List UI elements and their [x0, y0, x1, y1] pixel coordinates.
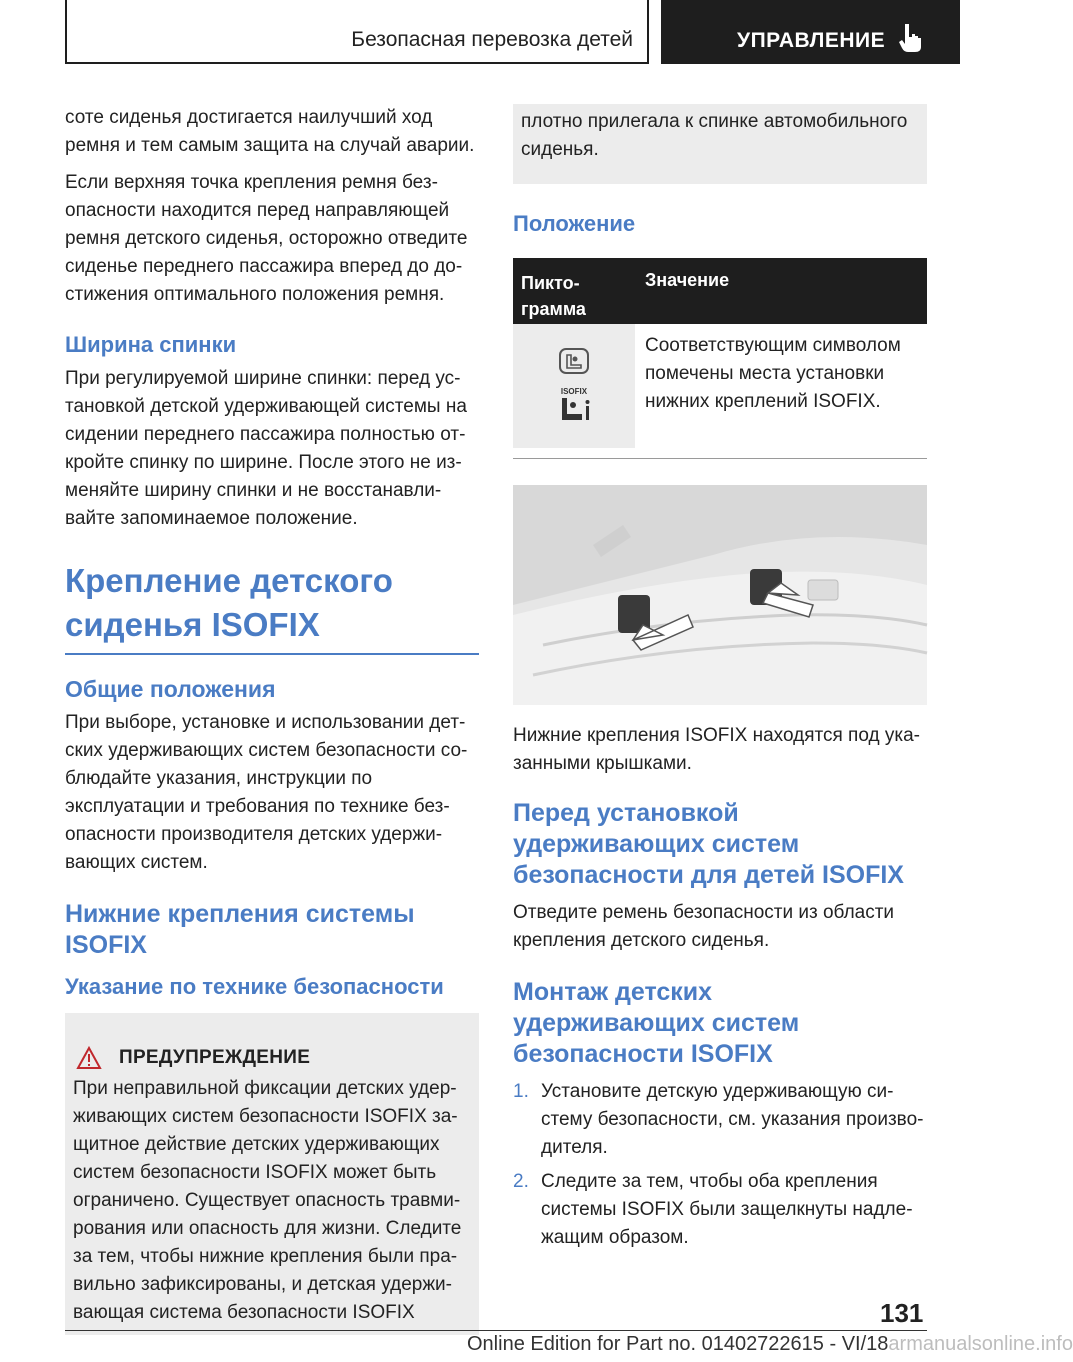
heading-isofix-main-line1: Крепление детского [65, 562, 393, 599]
paragraph-continuation: соте сиденья достигается наилучший ход ремня и тем самым защита на случай аварии. [65, 107, 475, 156]
heading-backrest-width: Ширина спинки [65, 332, 237, 357]
footer-rule [65, 1330, 927, 1331]
right-column [513, 104, 927, 1252]
heading-safety-note: Указание по технике безопасности [65, 974, 444, 999]
step-number: 1. [513, 1081, 529, 1102]
isofix-anchor-icon [554, 396, 594, 426]
heading-before-install-line1: Перед установкой [513, 799, 739, 827]
edition-text: Online Edition for Part no. 01402722615 - VI/18 [467, 1333, 889, 1355]
warning-triangle-icon [77, 1047, 101, 1069]
photo-caption: Нижние крепления ISOFIX находятся под указанными крышками. [513, 725, 920, 774]
heading-isofix-main-line2: сиденья ISOFIX [65, 606, 320, 643]
isofix-anchors-photo [513, 485, 927, 705]
continued-warning-text: плотно прилегала к спинке автомобильного сиденья. [521, 111, 908, 160]
table-header [513, 258, 927, 324]
header-chapter-tab [661, 0, 960, 64]
left-column [65, 104, 479, 1335]
warning-text: При неправильной фиксации детских удерживающих систем безопасности ISOFIX защитное действие детских удерживающих систем безопасности ISOFIX может быть ограничено. Существует опасность травмирования или опасность для жизни. Следите за тем, чтобы нижние крепления были правильно зафиксированы, и детская удерживающая система безопасности ISOFIX [73, 1078, 462, 1323]
heading-before-install-line3: безопасности для детей ISOFIX [513, 861, 904, 889]
isofix-meaning-text: Соответствующим символом помечены места установки нижних креплений ISOFIX. [645, 335, 901, 412]
step-number: 2. [513, 1171, 529, 1192]
heading-position: Положение [513, 211, 636, 236]
step-text: Установите детскую удерживающую систему безопасности, см. указания производителя. [541, 1081, 924, 1158]
heading-lower-anchors-line2: ISOFIX [65, 931, 147, 959]
section-title: Безопасная перевозка детей [351, 28, 633, 51]
table-header-pictogram: Пиктограмма [521, 273, 586, 319]
isofix-meaning-cell [635, 324, 927, 458]
continued-warning-box [513, 104, 927, 184]
warning-box [65, 1013, 479, 1335]
heading-mounting-line2: удерживающих систем [513, 1009, 800, 1037]
heading-general: Общие положения [65, 676, 276, 702]
paragraph-before-install: Отведите ремень безопасности из области крепления детского сиденья. [513, 902, 895, 951]
pointing-hand-icon [896, 22, 926, 54]
warning-header [73, 1047, 471, 1069]
step-item [513, 1168, 927, 1252]
heading-mounting-line1: Монтаж детских [513, 978, 713, 1006]
table-row [513, 324, 927, 459]
isofix-pictogram-label: ISOFIX [560, 386, 588, 396]
chapter-title: УПРАВЛЕНИЕ [737, 29, 886, 52]
heading-underline [65, 653, 479, 655]
header-section-tab [65, 0, 649, 64]
warning-title: ПРЕДУПРЕЖДЕНИЕ [119, 1047, 311, 1068]
isofix-pictogram-cell [513, 324, 635, 448]
step-item [513, 1078, 927, 1162]
mounting-steps [513, 1078, 927, 1252]
paragraph-top-anchor: Если верхняя точка крепления ремня безопасности находится перед направляющей ремня детского сиденья, осторожно отведите сиденье переднего пассажира вперед до достижения оптимального положения ремня. [65, 172, 468, 305]
page-number: 131 [880, 1298, 924, 1328]
heading-before-install-line2: удерживающих систем [513, 830, 800, 858]
table-header-meaning: Значение [645, 270, 730, 290]
step-text: Следите за тем, чтобы оба крепления системы ISOFIX были защелкнуты надлежащим образом. [541, 1171, 913, 1248]
pictogram-table [513, 258, 927, 459]
paragraph-backrest-width: При регулируемой ширине спинки: перед установкой детской удерживающей системы на сидении переднего пассажира полностью откройте спинку по ширине. После этого не изменяйте ширину спинки и не восстанавливайте запоминаемое положение. [65, 368, 467, 529]
watermark-text: armanualsonline.info [888, 1333, 1073, 1355]
footer-edition [467, 1333, 1073, 1356]
heading-mounting-line3: безопасности ISOFIX [513, 1040, 773, 1068]
paragraph-general: При выборе, установке и использовании детских удерживающих систем безопасности соблюдайте указания, инструкции по эксплуатации и требования по технике безопасности производителя детских удерживающих систем. [65, 712, 468, 873]
heading-lower-anchors-line1: Нижние крепления системы [65, 900, 415, 928]
